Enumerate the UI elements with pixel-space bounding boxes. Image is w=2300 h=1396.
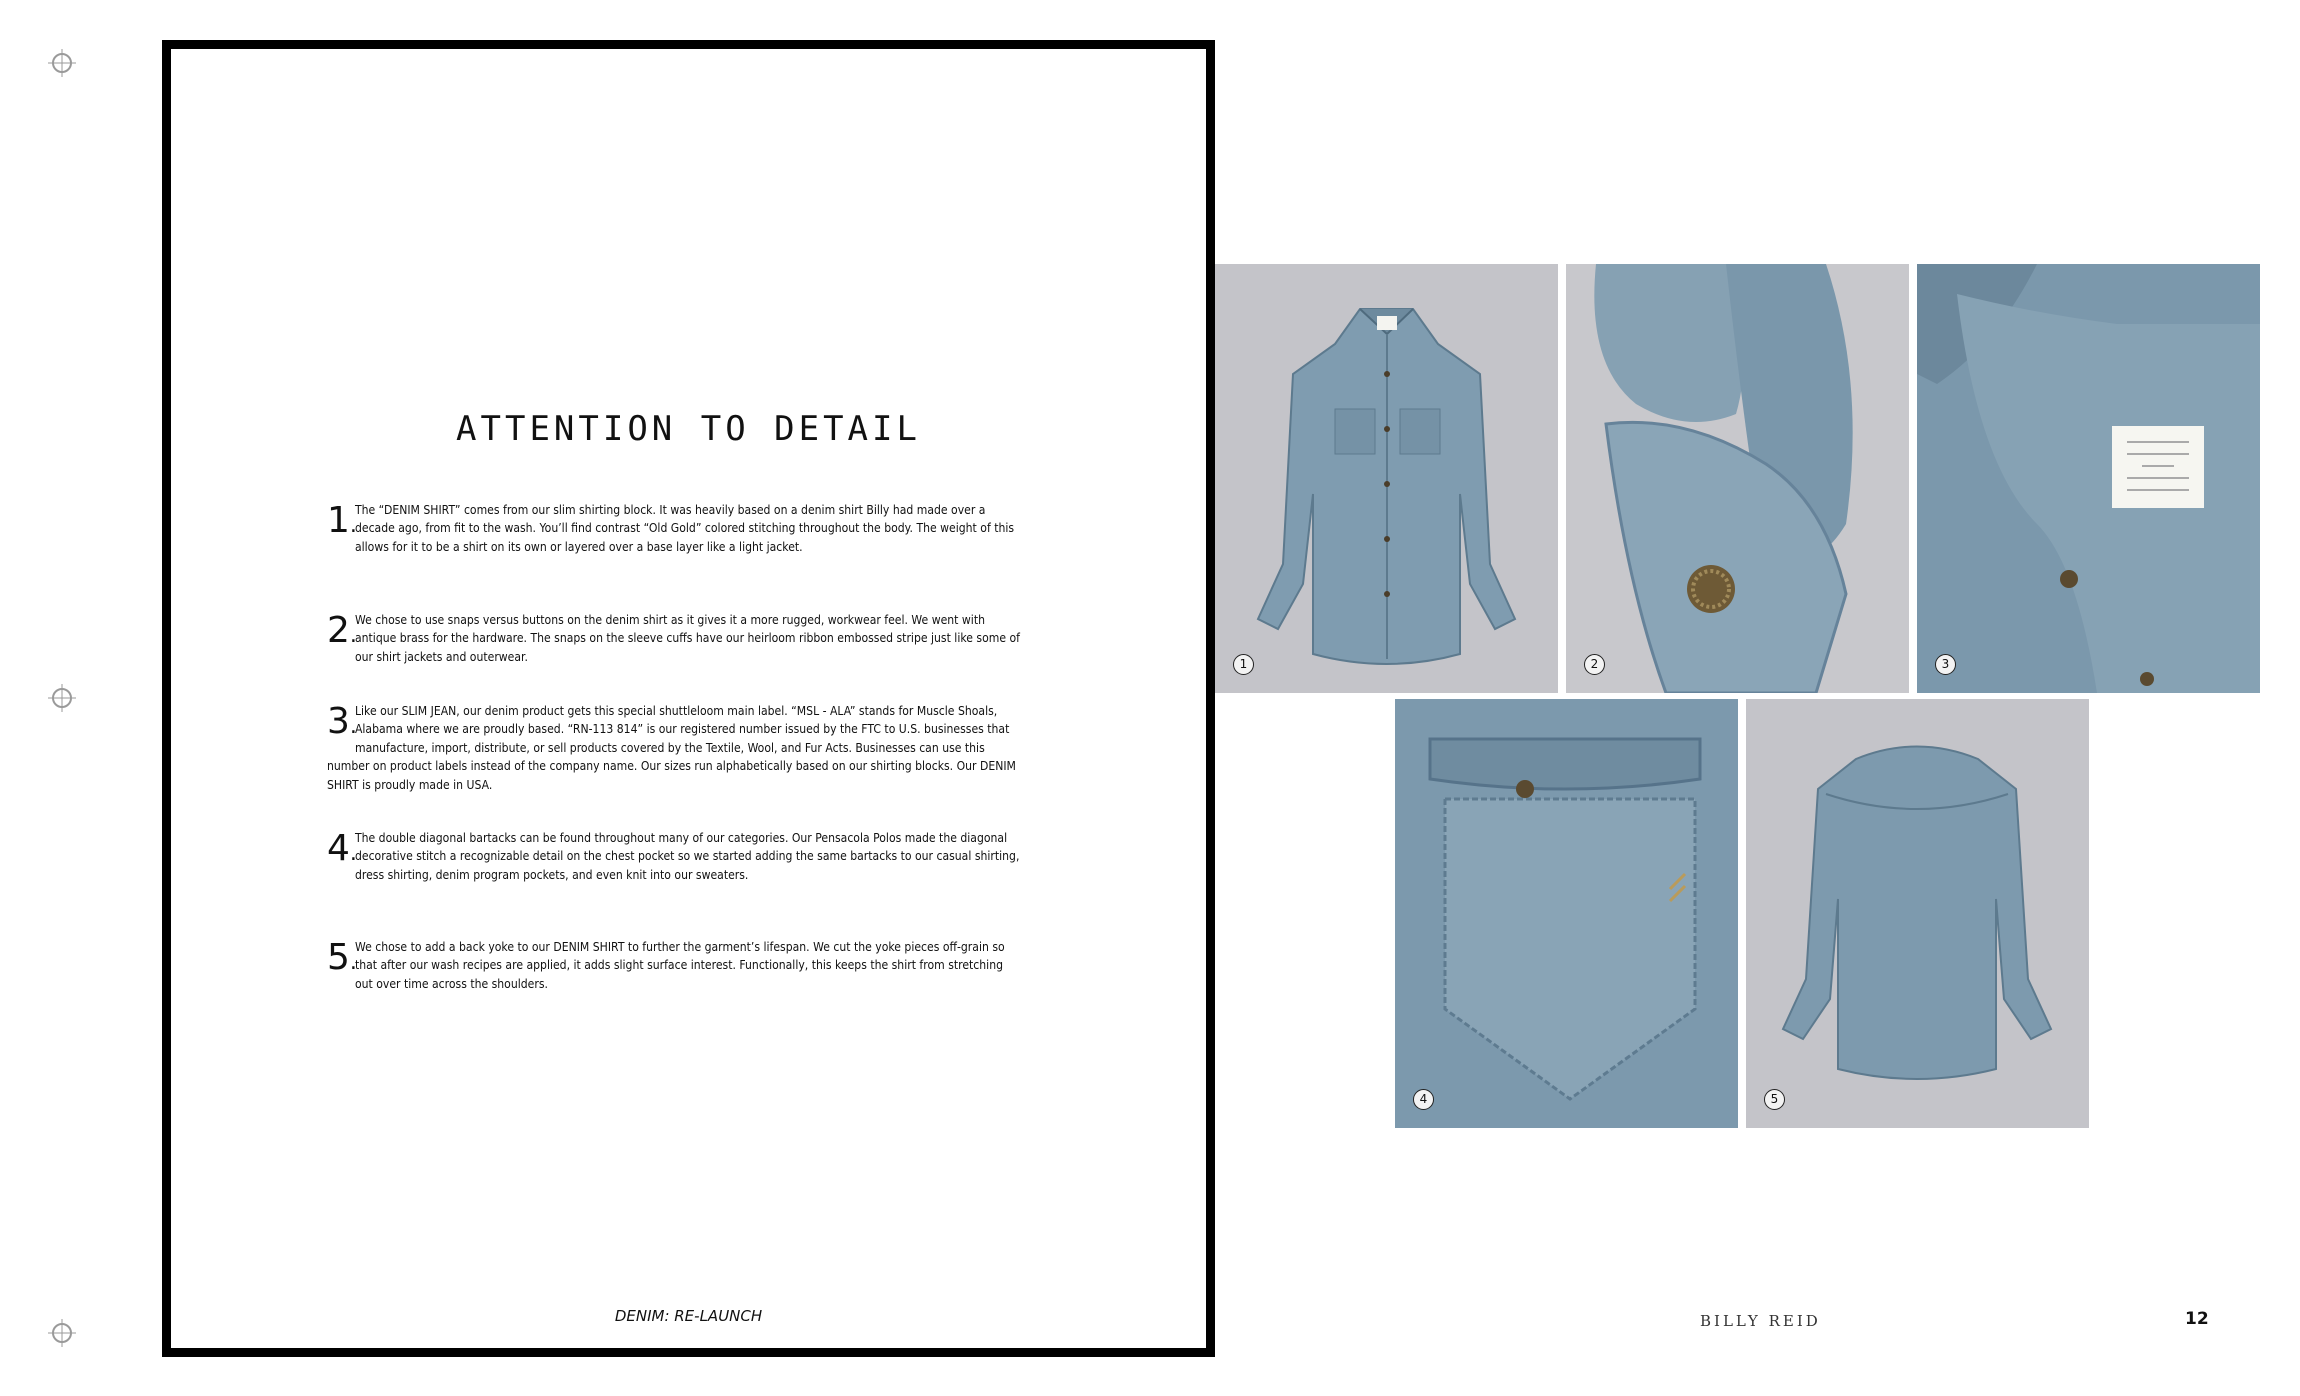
footer-section-label: DENIM: RE-LAUNCH <box>614 1307 763 1325</box>
detail-item-1 <box>327 502 1027 557</box>
brand-logo: BILLY REID <box>1700 1312 1821 1330</box>
photo-number-badge: 3 <box>1935 654 1956 675</box>
detail-number: 5. <box>327 937 357 978</box>
detail-item-3 <box>327 703 1027 795</box>
photo-number-badge: 2 <box>1584 654 1605 675</box>
registration-mark-bottom <box>52 1323 72 1343</box>
detail-number: 2. <box>327 610 357 651</box>
detail-text: The “DENIM SHIRT” comes from our slim shirting block. It was heavily based on a denim shirt Billy had made over a decade ago, from fit to the wash. You’ll find contrast “Old Gold” colored stitching throughout the body. The weight of this allows for it to be a shirt on its own or layered over a base layer like a light jacket. <box>354 503 1015 555</box>
detail-text: The double diagonal bartacks can be found throughout many of our categories. Our Pensacola Polos made the diagonal decorative stitch a recognizable detail on the chest pocket so we started adding the same bartacks to our casual shirting, dress shirting, denim program pockets, and even knit into our sweaters. <box>354 831 1020 883</box>
photo-shirt-back <box>1746 699 2089 1128</box>
photo-pocket-bartacks <box>1395 699 1738 1128</box>
detail-item-4 <box>327 830 1027 885</box>
detail-text: We chose to use snaps versus buttons on the denim shirt as it gives it a more rugged, workwear feel. We went with antique brass for the hardware. The snaps on the sleeve cuffs have our heirloom ribbon embossed stripe just like some of our shirt jackets and outerwear. <box>354 613 1020 665</box>
registration-mark-top <box>52 53 72 73</box>
photo-number-badge: 5 <box>1764 1089 1785 1110</box>
page-title: ATTENTION TO DETAIL <box>456 409 921 449</box>
cuff-snap-illustration <box>1566 264 1909 693</box>
detail-number: 1. <box>327 500 357 541</box>
detail-item-2 <box>327 612 1027 667</box>
page-number: 12 <box>2185 1309 2209 1329</box>
collar-label-illustration <box>1917 264 2260 693</box>
detail-number: 3. <box>327 701 357 742</box>
pocket-illustration <box>1395 699 1738 1128</box>
shirt-front-illustration <box>1215 264 1558 693</box>
photo-cuff-snap <box>1566 264 1909 693</box>
detail-item-5 <box>327 939 1027 994</box>
detail-text: We chose to add a back yoke to our DENIM SHIRT to further the garment’s lifespan. We cut the yoke pieces off-grain so that after our wash recipes are applied, it adds slight surface interest. Functionally, this keeps the shirt from stretching out over time across the shoulders. <box>354 940 1005 992</box>
photo-number-badge: 4 <box>1413 1089 1434 1110</box>
photo-collar-label <box>1917 264 2260 693</box>
photo-shirt-front <box>1215 264 1558 693</box>
shirt-back-illustration <box>1746 699 2089 1128</box>
detail-number: 4. <box>327 828 357 869</box>
left-page-frame <box>162 40 1215 1357</box>
registration-mark-middle <box>52 688 72 708</box>
photo-number-badge: 1 <box>1233 654 1254 675</box>
detail-text: Like our SLIM JEAN, our denim product gets this special shuttleloom main label. “MSL - ALA” stands for Muscle Shoals, Alabama where we are proudly based. “RN-113 814” is our registered number issued by the FTC to U.S. businesses that manufacture, import, distribute, or sell products covered by the Textile, Wool, and Fur Acts. Businesses can use this number on product labels instead of the company name. Our sizes run alphabetically based on our shirting blocks. Our DENIM SHIRT is proudly made in USA. <box>327 704 1016 793</box>
